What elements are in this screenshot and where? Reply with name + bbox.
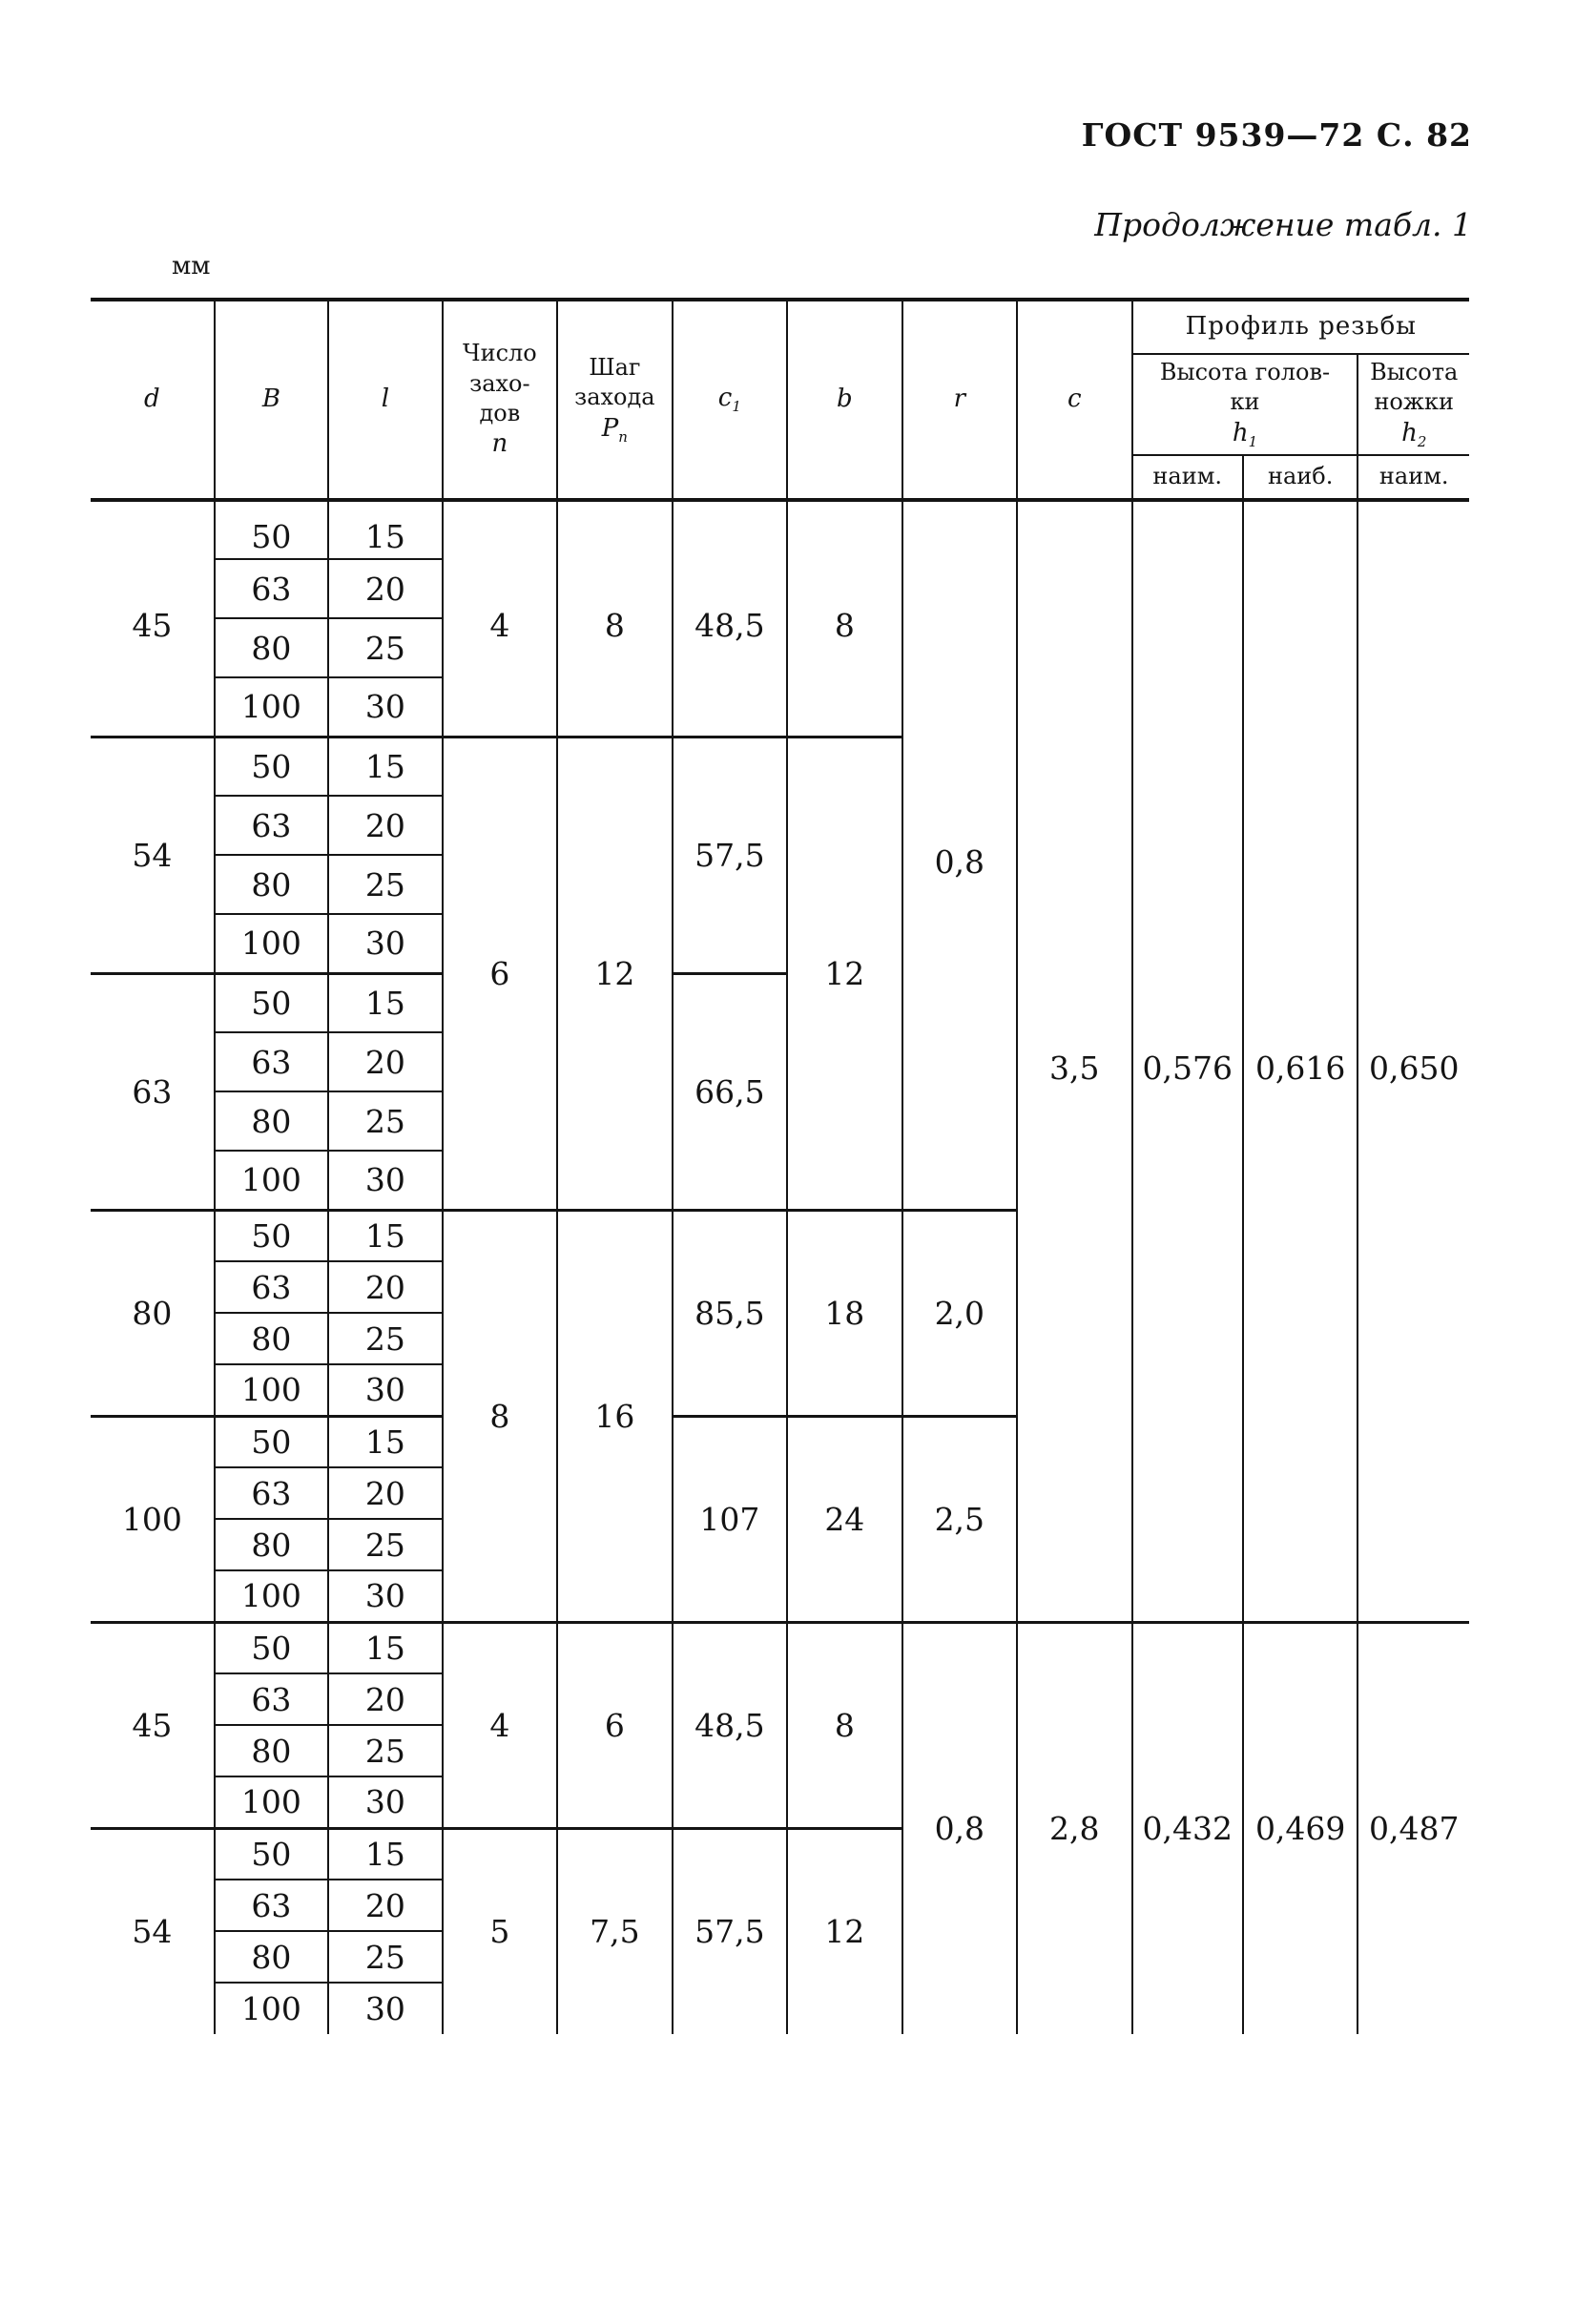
units-label: мм xyxy=(172,252,211,280)
cell-B: 100 xyxy=(215,1364,328,1416)
cell-b: 8 xyxy=(787,1622,902,1828)
cell-c1: 85,5 xyxy=(673,1210,787,1416)
cell-l: 20 xyxy=(328,559,442,618)
cell-c1: 57,5 xyxy=(673,737,787,973)
col-header-c1: $c_1$ xyxy=(673,300,787,500)
cell-l: 15 xyxy=(328,1622,442,1673)
cell-B: 100 xyxy=(215,1151,328,1210)
cell-B: 50 xyxy=(215,1416,328,1467)
col-header-n xyxy=(443,300,557,500)
cell-l: 15 xyxy=(328,737,442,796)
cell-d: 100 xyxy=(91,1416,215,1622)
cell-l: 25 xyxy=(328,1519,442,1570)
cell-l: 30 xyxy=(328,1776,442,1828)
col-header-r: r xyxy=(902,300,1017,500)
cell-d: 80 xyxy=(91,1210,215,1416)
cell-b: 12 xyxy=(787,737,902,1210)
cell-l: 15 xyxy=(328,1210,442,1261)
cell-d: 45 xyxy=(91,1622,215,1828)
cell-B: 80 xyxy=(215,1519,328,1570)
cell-l: 20 xyxy=(328,1032,442,1091)
cell-B: 50 xyxy=(215,737,328,796)
table-row xyxy=(91,500,1469,559)
cell-B: 50 xyxy=(215,1210,328,1261)
cell-B: 63 xyxy=(215,1467,328,1519)
cell-p: 6 xyxy=(557,1622,672,1828)
cell-l: 30 xyxy=(328,914,442,973)
col-header-n-text: Число захо- дов xyxy=(463,340,537,426)
col-header-B: B xyxy=(215,300,328,500)
cell-b: 8 xyxy=(787,500,902,737)
standard-number: ГОСТ 9539—72 С. 82 xyxy=(1081,116,1472,154)
col-header-d: d xyxy=(91,300,215,500)
cell-B: 80 xyxy=(215,1725,328,1776)
cell-B: 100 xyxy=(215,914,328,973)
cell-l: 25 xyxy=(328,1091,442,1151)
cell-d: 63 xyxy=(91,973,215,1210)
cell-B: 80 xyxy=(215,1091,328,1151)
cell-B: 63 xyxy=(215,1880,328,1931)
cell-l: 30 xyxy=(328,1983,442,2034)
cell-l: 15 xyxy=(328,1416,442,1467)
cell-B: 100 xyxy=(215,1776,328,1828)
cell-h2-min: 0,487 xyxy=(1358,1622,1469,2034)
table-row xyxy=(91,1622,1469,1673)
cell-l: 25 xyxy=(328,1931,442,1983)
col-header-h2-text: Высота ножки xyxy=(1370,359,1459,416)
cell-b: 12 xyxy=(787,1828,902,2034)
col-header-h2-min: наим. xyxy=(1358,455,1469,500)
cell-l: 25 xyxy=(328,1725,442,1776)
cell-p: 16 xyxy=(557,1210,672,1622)
cell-B: 80 xyxy=(215,1313,328,1364)
col-header-p-symbol: $P_n$ xyxy=(601,413,628,446)
col-header-h1-max: наиб. xyxy=(1243,455,1358,500)
cell-d: 45 xyxy=(91,500,215,737)
col-header-p xyxy=(557,300,672,500)
cell-B: 63 xyxy=(215,1673,328,1725)
col-header-l: l xyxy=(328,300,442,500)
cell-r: 2,5 xyxy=(902,1416,1017,1622)
cell-n: 8 xyxy=(443,1210,557,1622)
cell-r: 2,0 xyxy=(902,1210,1017,1416)
cell-l: 15 xyxy=(328,1828,442,1880)
cell-B: 50 xyxy=(215,973,328,1032)
col-header-b: b xyxy=(787,300,902,500)
cell-n: 4 xyxy=(443,500,557,737)
cell-l: 30 xyxy=(328,1570,442,1622)
cell-l: 15 xyxy=(328,973,442,1032)
cell-n: 5 xyxy=(443,1828,557,2034)
thread-parameters-table xyxy=(91,298,1469,2034)
table-header xyxy=(91,300,1469,500)
cell-h2-min: 0,650 xyxy=(1358,500,1469,1622)
cell-B: 63 xyxy=(215,559,328,618)
cell-l: 15 xyxy=(328,500,442,559)
col-header-h1-symbol: $h_1$ xyxy=(1232,418,1258,450)
cell-p: 8 xyxy=(557,500,672,737)
cell-p: 7,5 xyxy=(557,1828,672,2034)
cell-B: 100 xyxy=(215,677,328,737)
cell-b: 24 xyxy=(787,1416,902,1622)
cell-n: 6 xyxy=(443,737,557,1210)
cell-B: 63 xyxy=(215,1261,328,1313)
cell-h1-min: 0,576 xyxy=(1132,500,1243,1622)
cell-l: 20 xyxy=(328,1261,442,1313)
cell-B: 80 xyxy=(215,1931,328,1983)
cell-c1: 48,5 xyxy=(673,1622,787,1828)
cell-B: 80 xyxy=(215,618,328,677)
cell-c1: 57,5 xyxy=(673,1828,787,2034)
cell-B: 100 xyxy=(215,1983,328,2034)
cell-c1: 48,5 xyxy=(673,500,787,737)
cell-c: 3,5 xyxy=(1017,500,1131,1622)
cell-l: 30 xyxy=(328,1364,442,1416)
cell-c: 2,8 xyxy=(1017,1622,1131,2034)
cell-B: 50 xyxy=(215,1828,328,1880)
cell-B: 100 xyxy=(215,1570,328,1622)
cell-B: 63 xyxy=(215,1032,328,1091)
cell-n: 4 xyxy=(443,1622,557,1828)
col-header-h2-symbol: $h_2$ xyxy=(1401,418,1427,450)
cell-l: 30 xyxy=(328,1151,442,1210)
col-header-h1-text: Высота голов- ки xyxy=(1159,359,1331,416)
cell-d: 54 xyxy=(132,1913,173,1951)
cell-l: 25 xyxy=(328,1313,442,1364)
cell-l: 25 xyxy=(328,618,442,677)
col-header-thread-profile: Профиль резьбы xyxy=(1132,300,1469,354)
cell-l: 20 xyxy=(328,1880,442,1931)
cell-c1: 66,5 xyxy=(673,973,787,1210)
cell-c1: 107 xyxy=(673,1416,787,1622)
cell-d: 54 xyxy=(91,737,215,973)
cell-h1-min: 0,432 xyxy=(1132,1622,1243,2034)
cell-l: 20 xyxy=(328,1673,442,1725)
col-header-h1-min: наим. xyxy=(1132,455,1243,500)
cell-b: 18 xyxy=(787,1210,902,1416)
col-header-h1 xyxy=(1132,354,1358,455)
table-continuation-title: Продолжение табл. 1 xyxy=(1094,206,1472,243)
cell-l: 20 xyxy=(328,796,442,855)
cell-B: 80 xyxy=(215,855,328,914)
col-header-h2 xyxy=(1358,354,1469,455)
cell-h1-max: 0,469 xyxy=(1243,1622,1358,2034)
cell-l: 20 xyxy=(328,1467,442,1519)
table-body xyxy=(91,500,1469,2034)
cell-p: 12 xyxy=(557,737,672,1210)
cell-B: 50 xyxy=(215,1622,328,1673)
cell-B: 63 xyxy=(215,796,328,855)
cell-l: 25 xyxy=(328,855,442,914)
cell-r: 0,8 xyxy=(902,500,1017,1210)
col-header-c: c xyxy=(1017,300,1131,500)
cell-l: 30 xyxy=(328,677,442,737)
col-header-n-symbol: n xyxy=(491,428,508,458)
cell-h1-max: 0,616 xyxy=(1243,500,1358,1622)
cell-r: 0,8 xyxy=(902,1622,1017,2034)
col-header-p-text: Шаг захода xyxy=(574,354,655,411)
cell-B: 50 xyxy=(215,500,328,559)
